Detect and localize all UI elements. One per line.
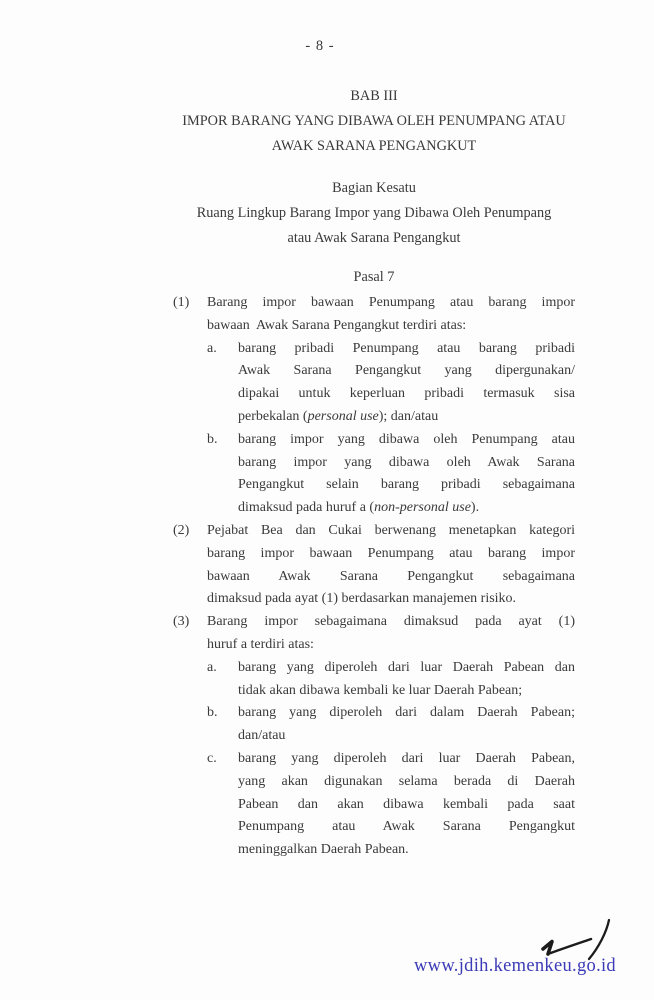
list-item-text: [207, 520, 575, 611]
list-item-marker: (1): [173, 295, 190, 310]
signature-scribble-icon: [530, 913, 650, 975]
list-item: [173, 611, 575, 862]
list-item-marker: a.: [207, 340, 217, 356]
list-item: [207, 338, 575, 429]
text-line: bawaan Awak Sarana Pengangkut terdiri atas:: [207, 317, 467, 333]
text-line: barang yang diperoleh dari dalam Daerah Pabean;: [238, 705, 575, 721]
text-line: dimaksud pada ayat (1) berdasarkan manajemen risiko.: [207, 591, 517, 607]
footer-url[interactable]: www.jdih.kemenkeu.go.id: [414, 956, 616, 976]
text-line: Pabean dan akan dibawa kembali pada saat: [238, 796, 575, 812]
list-item: [207, 429, 575, 520]
list-item-text: [207, 292, 575, 520]
text-line: tidak akan dibawa kembali ke luar Daerah Pabean;: [238, 682, 523, 698]
chapter-title-line1: IMPOR BARANG YANG DIBAWA OLEH PENUMPANG ATAU: [182, 113, 566, 129]
list-item-text: [238, 748, 575, 862]
text-line: barang yang diperoleh dari luar Daerah Pabean,: [238, 750, 575, 766]
list-item: [173, 292, 575, 520]
section-title-line1: Ruang Lingkup Barang Impor yang Dibawa Oleh Penumpang: [196, 205, 552, 221]
text-line: barang impor yang dibawa oleh Awak Sarana: [238, 454, 575, 470]
text-line: dimaksud pada huruf a (non-personal use).: [238, 500, 480, 516]
text-line: dan/atau: [238, 728, 286, 744]
section-title-line2: atau Awak Sarana Pengangkut: [287, 230, 461, 246]
page-number: - 8 -: [305, 38, 335, 54]
list-item-text: [238, 338, 575, 429]
chapter-label: BAB III: [350, 88, 398, 104]
list-item-marker: (3): [173, 614, 190, 630]
list-item-marker: a.: [207, 659, 217, 675]
text-line: Barang impor sebagaimana dimaksud pada ayat (1): [207, 614, 575, 630]
text-line: Pengangkut selain barang pribadi sebagaimana: [238, 477, 575, 493]
text-line: bawaan Awak Sarana Pengangkut sebagaimana: [207, 568, 575, 584]
content-area: [173, 58, 575, 862]
text-line: meninggalkan Daerah Pabean.: [238, 842, 409, 858]
chapter-heading: [173, 84, 575, 159]
text-line: huruf a terdiri atas:: [207, 636, 314, 652]
text-line: barang yang diperoleh dari luar Daerah Pabean dan: [238, 659, 575, 675]
text-line: dipakai untuk keperluan pribadi termasuk sisa: [238, 386, 575, 402]
list-item: [207, 702, 575, 748]
section-label: Bagian Kesatu: [332, 180, 416, 196]
text-line: Barang impor bawaan Penumpang atau barang impor: [207, 295, 575, 310]
list-item: [207, 748, 575, 862]
text-line: yang akan digunakan selama berada di Daerah: [238, 773, 575, 789]
text-line: Pejabat Bea dan Cukai berwenang menetapkan kategori: [207, 522, 575, 538]
text-line: barang pribadi Penumpang atau barang pribadi: [238, 340, 575, 356]
list-item: [207, 657, 575, 703]
text-line: Awak Sarana Pengangkut yang dipergunakan/: [238, 363, 575, 379]
list-item-marker: (2): [173, 522, 190, 538]
text-line: perbekalan (personal use); dan/atau: [238, 408, 439, 424]
text-line: Penumpang atau Awak Sarana Pengangkut: [238, 819, 575, 835]
article-heading: [173, 266, 575, 289]
text-line: barang impor yang dibawa oleh Penumpang atau: [238, 431, 575, 447]
list-item-marker: b.: [207, 705, 218, 721]
chapter-title-line2: AWAK SARANA PENGANGKUT: [271, 138, 477, 154]
text-line: barang impor bawaan Penumpang atau barang impor: [207, 545, 575, 561]
list-item: [173, 520, 575, 611]
article-body: [173, 292, 575, 862]
list-item-marker: c.: [207, 750, 217, 766]
list-item-text: [207, 611, 575, 862]
section-heading: [173, 176, 575, 251]
article-label: Pasal 7: [353, 269, 395, 285]
list-item-text: [238, 429, 575, 520]
list-item-text: [238, 702, 575, 748]
list-item-marker: b.: [207, 431, 218, 447]
list-item-text: [238, 657, 575, 703]
